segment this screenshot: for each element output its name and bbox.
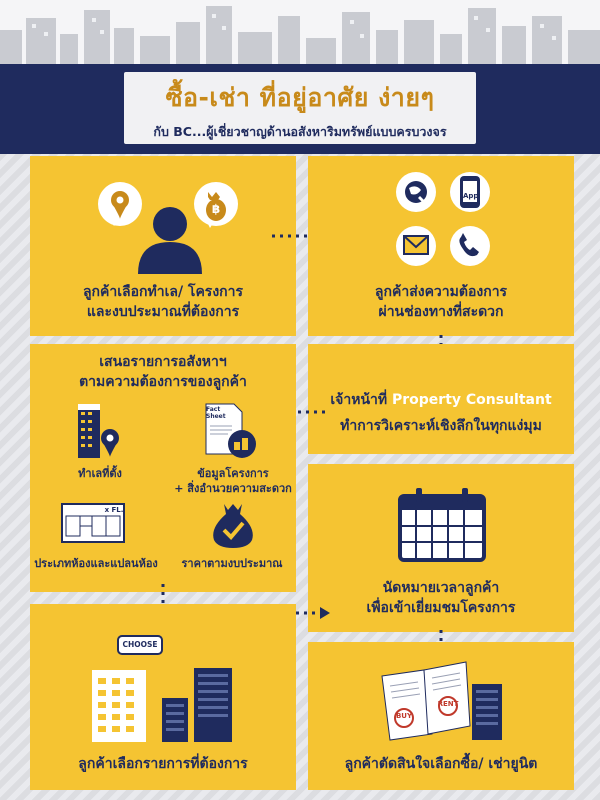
step4-heading-line2: ตามความต้องการของลูกค้า	[79, 374, 247, 390]
step1-caption-line1: ลูกค้าเลือกทำเล/ โครงการ	[82, 284, 244, 300]
skyline-buildings-icon	[0, 0, 600, 64]
step6-panel	[30, 604, 296, 790]
choose-label: CHOOSE	[122, 640, 158, 649]
step5-caption-line2: เพื่อเข้าเยี่ยมชมโครงการ	[366, 600, 516, 616]
step5-caption-line1: นัดหมายเวลาลูกค้า	[382, 580, 500, 596]
price-label: ราคาตามงบประมาณ	[181, 557, 283, 570]
room-type-label: ประเภทห้องและแปลนห้อง	[34, 557, 158, 570]
location-building-icon	[72, 402, 132, 462]
contract-documents-icon	[380, 656, 506, 742]
step7-panel	[308, 642, 574, 790]
contact-channels-icon	[394, 170, 494, 270]
step2-panel	[308, 156, 574, 336]
buildings-choose-icon	[90, 626, 240, 744]
step3-panel	[308, 344, 574, 454]
step2-caption-line1: ลูกค้าส่งความต้องการ	[374, 284, 508, 300]
property-consultant-highlight: Property Consultant	[391, 392, 552, 408]
step1-panel	[30, 156, 296, 336]
project-info-label-line1: ข้อมูลโครงการ	[197, 467, 269, 480]
step3-caption-line1	[308, 390, 574, 410]
step4-panel	[30, 344, 296, 592]
fact-sheet-label: Fact Sheet	[206, 406, 226, 420]
buy-stamp-label: BUY	[395, 712, 413, 720]
step2-caption-line2: ผ่านช่องทางที่สะดวก	[378, 304, 504, 320]
floor-label: x FL.	[104, 506, 124, 514]
step6-caption: ลูกค้าเลือกรายการที่ต้องการ	[78, 756, 248, 772]
step7-caption: ลูกค้าตัดสินใจเลือกซื้อ/ เช่ายูนิต	[344, 756, 538, 772]
rent-stamp-label: RENT	[437, 700, 459, 708]
step1-caption-line2: และงบประมาณที่ต้องการ	[86, 304, 240, 320]
calendar-icon	[398, 486, 486, 562]
step5-panel	[308, 464, 574, 632]
baht-symbol: ฿	[211, 202, 221, 216]
page-subtitle: กับ BC...ผู้เชี่ยวชาญด้านอสังหาริมทรัพย์แบบครบวงจร	[153, 124, 447, 139]
step3-caption-line2: ทำการวิเคราะห์เชิงลึกในทุกแง่มุม	[340, 418, 542, 434]
customer-choice-icon	[94, 174, 244, 274]
location-label: ทำเลที่ตั้ง	[78, 467, 122, 480]
step3-caption-prefix: เจ้าหน้าที่	[330, 392, 388, 408]
title-box	[124, 72, 476, 144]
step4-heading-line1: เสนอรายการอสังหาฯ	[99, 354, 227, 370]
money-bag-check-icon	[208, 500, 258, 550]
page-title: ซื้อ-เช่า ที่อยู่อาศัย ง่ายๆ	[165, 83, 435, 112]
project-info-label-line2: + สิ่งอำนวยความสะดวก	[174, 482, 292, 495]
app-label: App	[463, 192, 479, 200]
city-skyline-decoration	[0, 0, 600, 64]
